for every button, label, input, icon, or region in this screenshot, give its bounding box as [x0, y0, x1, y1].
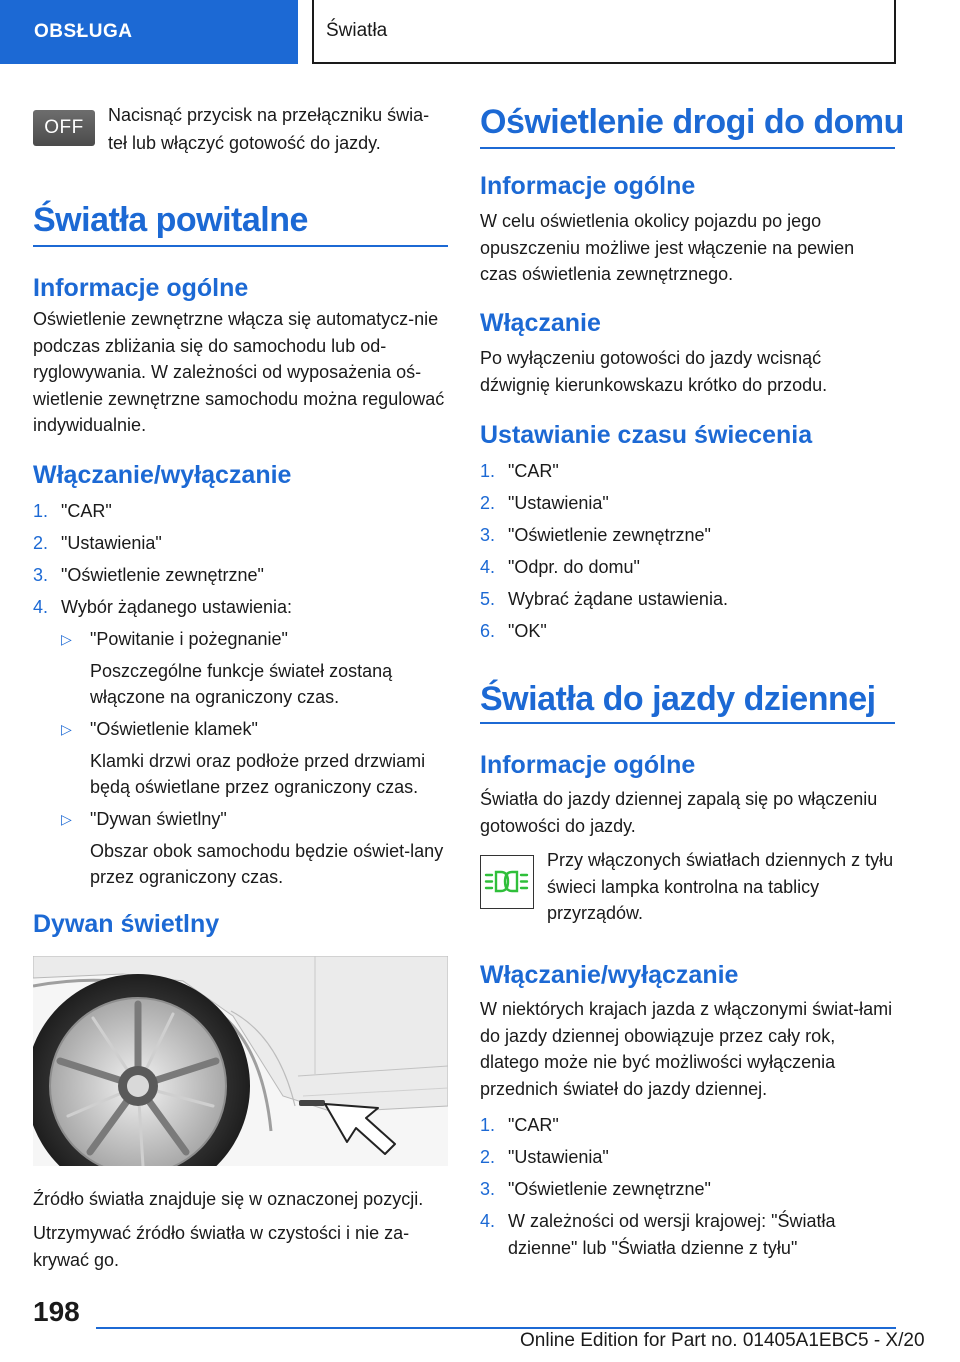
list-item: [480, 458, 895, 485]
list-item: [480, 1208, 895, 1261]
heading-general-info: Informacje ogólne: [33, 274, 249, 302]
heading-on-off: Włączanie/wyłączanie: [33, 461, 292, 489]
option-item: [33, 626, 448, 711]
list-item: [33, 562, 448, 589]
triangle-bullet-icon: ▷: [61, 721, 72, 737]
duration-steps-list: [480, 458, 895, 650]
step-text: "Ustawienia": [508, 493, 609, 513]
drl-steps-list: [480, 1112, 895, 1267]
step-text: "CAR": [508, 461, 559, 481]
step-number: 5.: [480, 589, 496, 609]
step-text: "Odpr. do domu": [508, 557, 640, 577]
step-number: 2.: [33, 533, 49, 553]
step-number: 2.: [480, 493, 496, 513]
list-item: [33, 498, 448, 525]
off-button-icon: [33, 110, 95, 146]
step-number: 3.: [480, 525, 496, 545]
list-item: [480, 618, 895, 645]
list-item: [480, 1144, 895, 1171]
option-label: "Dywan świetlny": [90, 809, 227, 829]
page-header-title: [312, 0, 896, 64]
step-text: "OK": [508, 621, 547, 641]
car-side-illustration: [33, 956, 448, 1166]
daytime-running-light-indicator-icon: [480, 855, 534, 909]
list-item: [33, 594, 448, 621]
step-number: 4.: [480, 1211, 496, 1231]
option-description: Obszar obok samochodu będzie oświet-lany przez ograniczony czas.: [90, 840, 444, 887]
step-text: "Ustawienia": [508, 1147, 609, 1167]
heading-general-info: Informacje ogólne: [480, 751, 696, 779]
heading-home-lights: Oświetlenie drogi do domu: [480, 103, 904, 141]
heading-rule: [480, 722, 895, 724]
list-item: [480, 1112, 895, 1139]
footer-rule: [96, 1327, 896, 1329]
carpet-text-position: Źródło światła znajduje się w oznaczonej pozycji.: [33, 1189, 424, 1209]
option-description: Poszczególne funkcje świateł zostaną włączone na ograniczony czas.: [90, 660, 393, 707]
section-tab: [0, 0, 298, 64]
triangle-bullet-icon: ▷: [61, 631, 72, 647]
step-number: 4.: [480, 557, 496, 577]
heading-welcome-lights: Światła powitalne: [33, 201, 308, 239]
step-text: "CAR": [61, 501, 112, 521]
header-title-text: Światła: [326, 20, 388, 41]
edition-text: Online Edition for Part no. 01405A1EBC5 - X/20: [520, 1330, 925, 1351]
step-text: "Oświetlenie zewnętrzne": [508, 525, 711, 545]
option-item: [33, 716, 448, 801]
step-text: "CAR": [508, 1115, 559, 1135]
home-on-text: Po wyłączeniu gotowości do jazdy wcisnąć dźwignię kierunkowskazu krótko do przodu.: [480, 348, 828, 395]
carpet-text-clean: Utrzymywać źródło światła w czystości i nie za-krywać go.: [33, 1223, 410, 1270]
heading-rule: [33, 245, 448, 247]
step-text: Wybór żądanego ustawienia:: [61, 597, 292, 617]
list-item: [33, 530, 448, 557]
steps-list: [33, 498, 448, 896]
step-number: 3.: [480, 1179, 496, 1199]
heading-general-info: Informacje ogólne: [480, 172, 696, 200]
step-text: Wybrać żądane ustawienia.: [508, 589, 728, 609]
step-number: 1.: [33, 501, 49, 521]
step-text: "Ustawienia": [61, 533, 162, 553]
car-illustration-svg: [33, 956, 448, 1166]
drl-indicator-text: Przy włączonych światłach dziennych z tyłu świeci lampka kontrolna na tablicy przyrządów.: [547, 850, 894, 923]
drl-general-text: Światła do jazdy dziennej zapalą się po włączeniu gotowości do jazdy.: [480, 789, 878, 836]
heading-daytime-lights: Światła do jazdy dziennej: [480, 680, 876, 718]
heading-light-carpet: Dywan świetlny: [33, 910, 220, 938]
heading-set-duration: Ustawianie czasu świecenia: [480, 421, 813, 449]
heading-on-off: Włączanie/wyłączanie: [480, 961, 739, 989]
step-number: 1.: [480, 1115, 496, 1135]
list-item: [480, 1176, 895, 1203]
off-icon-label: OFF: [44, 117, 84, 138]
step-text: W zależności od wersji krajowej: "Światła dzienne" lub "Światła dzienne z tyłu": [508, 1211, 836, 1258]
drl-icon-svg: [481, 856, 532, 907]
home-general-text: W celu oświetlenia okolicy pojazdu po jego opuszczeniu możliwe jest włączenie na pewien czas oświetlenia zewnętrznego.: [480, 211, 855, 284]
step-number: 6.: [480, 621, 496, 641]
drl-onoff-text: W niektórych krajach jazda z włączonymi świat-łami do jazdy dziennej obowiązuje przez cały rok, dlatego może nie być możliwości wyłączenia przednich świateł do jazdy dziennej.: [480, 999, 893, 1099]
page-number: 198: [33, 1296, 80, 1327]
step-number: 1.: [480, 461, 496, 481]
list-item: [480, 522, 895, 549]
step-number: 2.: [480, 1147, 496, 1167]
option-label: "Oświetlenie klamek": [90, 719, 258, 739]
list-item: [480, 586, 895, 613]
step-text: "Oświetlenie zewnętrzne": [61, 565, 264, 585]
step-text: "Oświetlenie zewnętrzne": [508, 1179, 711, 1199]
step-number: 4.: [33, 597, 49, 617]
section-label: OBSŁUGA: [34, 21, 133, 42]
list-item: [480, 554, 895, 581]
list-item: [480, 490, 895, 517]
option-label: "Powitanie i pożegnanie": [90, 629, 288, 649]
general-info-text: Oświetlenie zewnętrzne włącza się automatycz-nie podczas zbliżania się do samochodu lub od-ryglowywania. W zależności od wyposażenia oś-wietlenie zewnętrzne samochodu można regulować indywidualnie.: [33, 309, 445, 435]
heading-switch-on: Włączanie: [480, 309, 601, 337]
heading-rule: [480, 147, 895, 149]
step-number: 3.: [33, 565, 49, 585]
off-instruction: Nacisnąć przycisk na przełączniku świa-teł lub włączyć gotowość do jazdy.: [108, 105, 430, 153]
option-description: Klamki drzwi oraz podłoże przed drzwiami będą oświetlane przez ograniczony czas.: [90, 750, 426, 797]
triangle-bullet-icon: ▷: [61, 811, 72, 827]
option-item: [33, 806, 448, 891]
